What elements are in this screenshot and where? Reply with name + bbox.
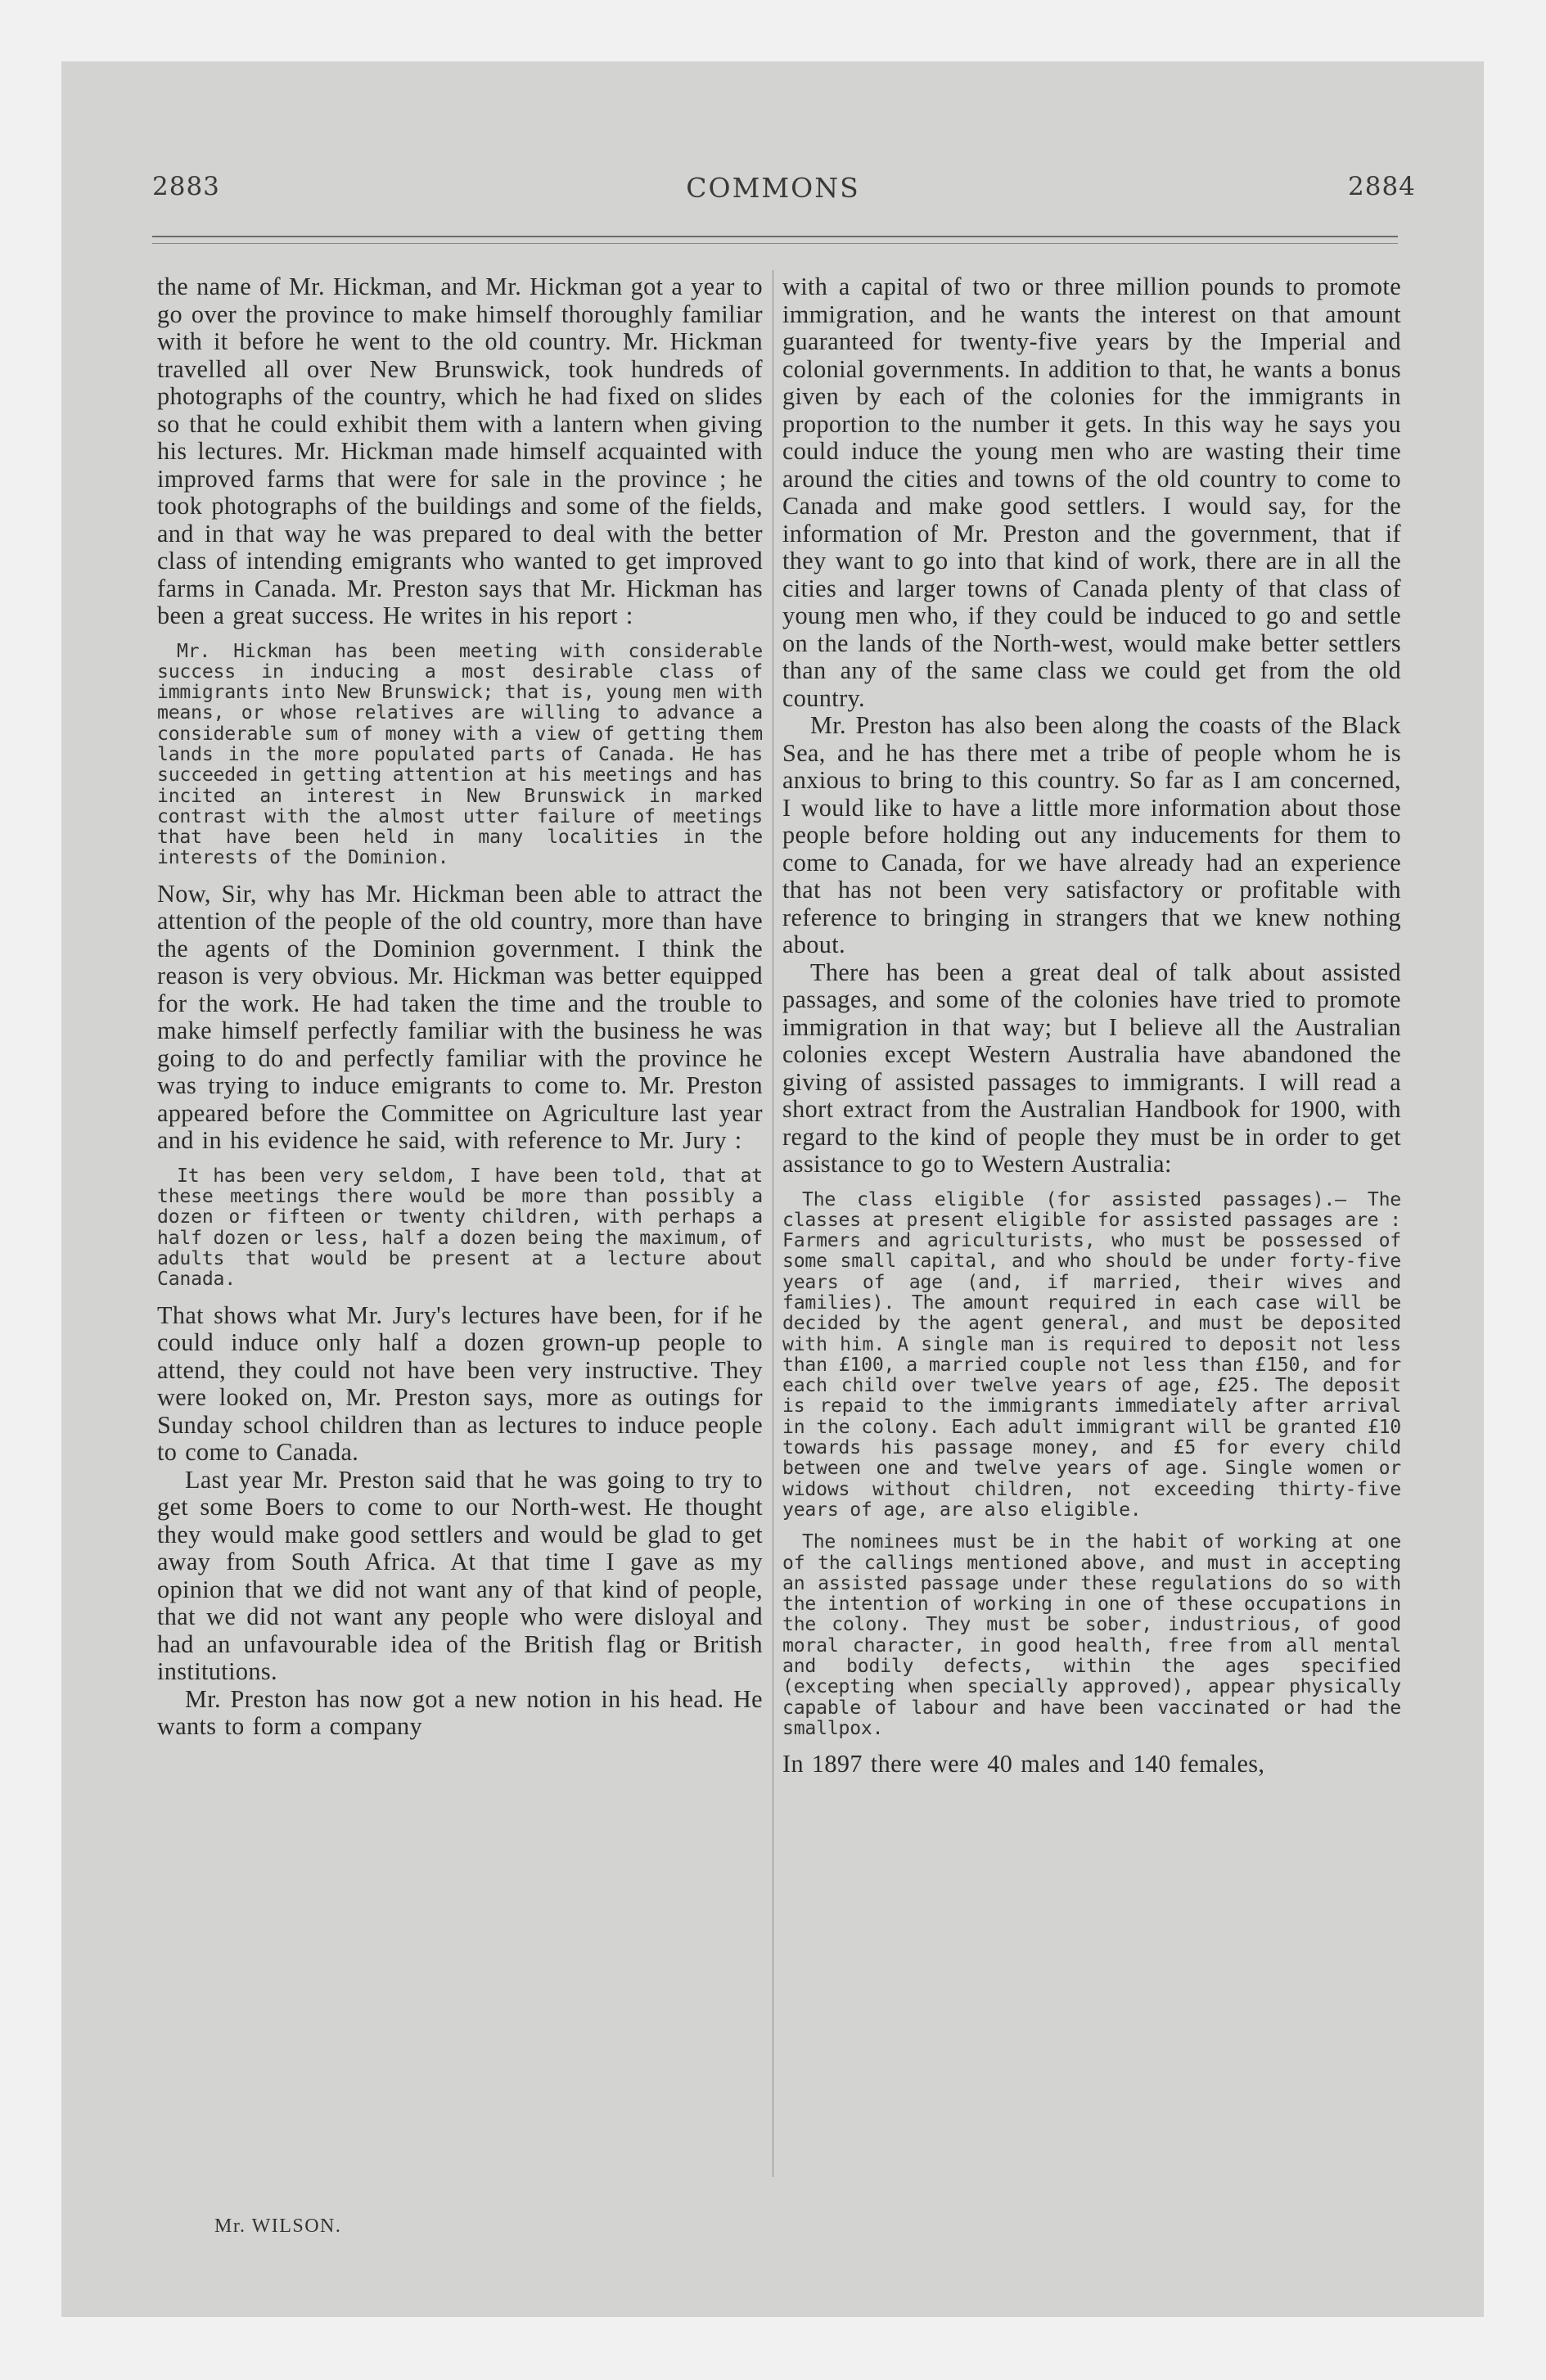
paragraph: Last year Mr. Preston said that he was going to try to get some Boers to come to our North-west. He thought they would make good settlers and would be glad to get away from South Africa. At that time I gave as my opinion that we did not want any of that kind of people, that we did not want any people who were disloyal and had an unfavourable idea of the British flag or British institutions. <box>157 1465 763 1686</box>
left-column <box>157 273 763 1741</box>
page-number-right: 2884 <box>1348 172 1416 201</box>
paragraph: Now, Sir, why has Mr. Hickman been able to attract the attention of the people of the old country, more than have the agents of the Dominion government. I think the reason is very obvious. Mr. Hickman was better equipped for the work. He had taken the time and the trouble to make himself perfectly familiar with the business he was going to do and perfectly familiar with the province he was trying to induce emigrants to come to. Mr. Preston appeared before the Committee on Agriculture last year and in his evidence he said, with reference to Mr. Jury : <box>157 879 763 1155</box>
running-title: COMMONS <box>686 172 860 204</box>
paragraph: In 1897 there were 40 males and 140 females, <box>782 1750 1265 1778</box>
paragraph: Mr. Preston has now got a new notion in his head. He wants to form a company <box>157 1684 763 1741</box>
block-quote: The nominees must be in the habit of working at one of the callings mentioned above, and must in accepting an assisted passage under these regulations do so with the intention of working in one of these occupations in the colony. They must be sober, industrious, of good moral character, in good health, free from all mental and bodily defects, within the ages specified (excepting when specially approved), appear physically capable of labour and have been vaccinated or had the smallpox. <box>782 1531 1401 1739</box>
paragraph: the name of Mr. Hickman, and Mr. Hickman got a year to go over the province to make himself thoroughly familiar with it before he went to the old country. Mr. Hickman travelled all over New Brunswick, took hundreds of photographs of the country, which he had fixed on slides so that he could exhibit them with a lantern when giving his lectures. Mr. Hickman made himself acquainted with improved farms that were for sale in the province ; he took photographs of the buildings and some of the fields, and in that way he was prepared to deal with the better class of intending emigrants who wanted to get improved farms in Canada. Mr. Preston says that Mr. Hickman has been a great success. He writes in his report : <box>157 273 763 629</box>
header-rule-thin <box>152 243 1398 244</box>
paragraph: That shows what Mr. Jury's lectures have been, for if he could induce only half a dozen grown-up people to attend, they could not have been very instructive. They were looked on, Mr. Preston says, more as outings for Sunday school children than as lectures to induce people to come to Canada. <box>157 1300 763 1467</box>
speaker-footer: Mr. WILSON. <box>214 2215 342 2237</box>
right-column <box>782 273 1401 1778</box>
paragraph: There has been a great deal of talk about assisted passages, and some of the colonies have tried to promote immigration in that way; but I believe all the Australian colonies except Western Australia have abandoned the giving of assisted passages to immigrants. I will read a short extract from the Australian Handbook for 1900, with regard to the kind of people they must be in order to get assistance to go to Western Australia: <box>782 958 1401 1178</box>
block-quote: It has been very seldom, I have been told, that at these meetings there would be more than possibly a dozen or fifteen or twenty children, with perhaps a half dozen or less, half a dozen being the maximum, of adults that would be present at a lecture about Canada. <box>157 1165 763 1291</box>
paragraph: Mr. Preston has also been along the coasts of the Black Sea, and he has there met a tribe of people whom he is anxious to bring to this country. So far as I am concerned, I would like to have a little more information about those people before holding out any inducements for them to come to Canada, for we have already had an experience that has not been very satisfactory or profitable with reference to bringing in strangers that we knew nothing about. <box>782 711 1401 958</box>
page-number-left: 2883 <box>152 172 220 201</box>
paragraph: with a capital of two or three million pounds to promote immigration, and he wants the interest on that amount guaranteed for twenty-five years by the Imperial and colonial governments. In addition to that, he wants a bonus given by each of the colonies for the immigrants in proportion to the number it gets. In this way he says you could induce the young men who are wasting their time around the cities and towns of the old country to come to Canada and make good settlers. I would say, for the information of Mr. Preston and the government, that if they want to go into that kind of work, there are in all the cities and larger towns of Canada plenty of that class of young men who, if they could be induced to go and settle on the lands of the North-west, would make better settlers than any of the same class we could get from the old country. <box>782 273 1401 712</box>
header-rule <box>152 236 1398 237</box>
block-quote: Mr. Hickman has been meeting with considerable success in inducing a most desirable class of immigrants into New Brunswick; that is, young men with means, or whose relatives are willing to advance a considerable sum of money with a view of getting them lands in the more populated parts of Canada. He has succeeded in getting attention at his meetings and has incited an interest in New Brunswick in marked contrast with the almost utter failure of meetings that have been held in many localities in the interests of the Dominion. <box>157 640 763 869</box>
block-quote: The class eligible (for assisted passages).— The classes at present eligible for assisted passages are : Farmers and agriculturists, who must be possessed of some small capital, and who should be under forty-five years of age (and, if married, their wives and families). The amount required in each case will be decided by the agent general, and must be deposited with him. A single man is required to deposit not less than £100, a married couple not less than £150, and for each child over twelve years of age, £25. The deposit is repaid to the immigrants immediately after arrival in the colony. Each adult immigrant will be granted £10 towards his passage money, and £5 for every child between one and twelve years of age. Single women or widows without children, not exceeding thirty-five years of age, are also eligible. <box>782 1188 1401 1521</box>
running-header <box>0 172 1546 221</box>
